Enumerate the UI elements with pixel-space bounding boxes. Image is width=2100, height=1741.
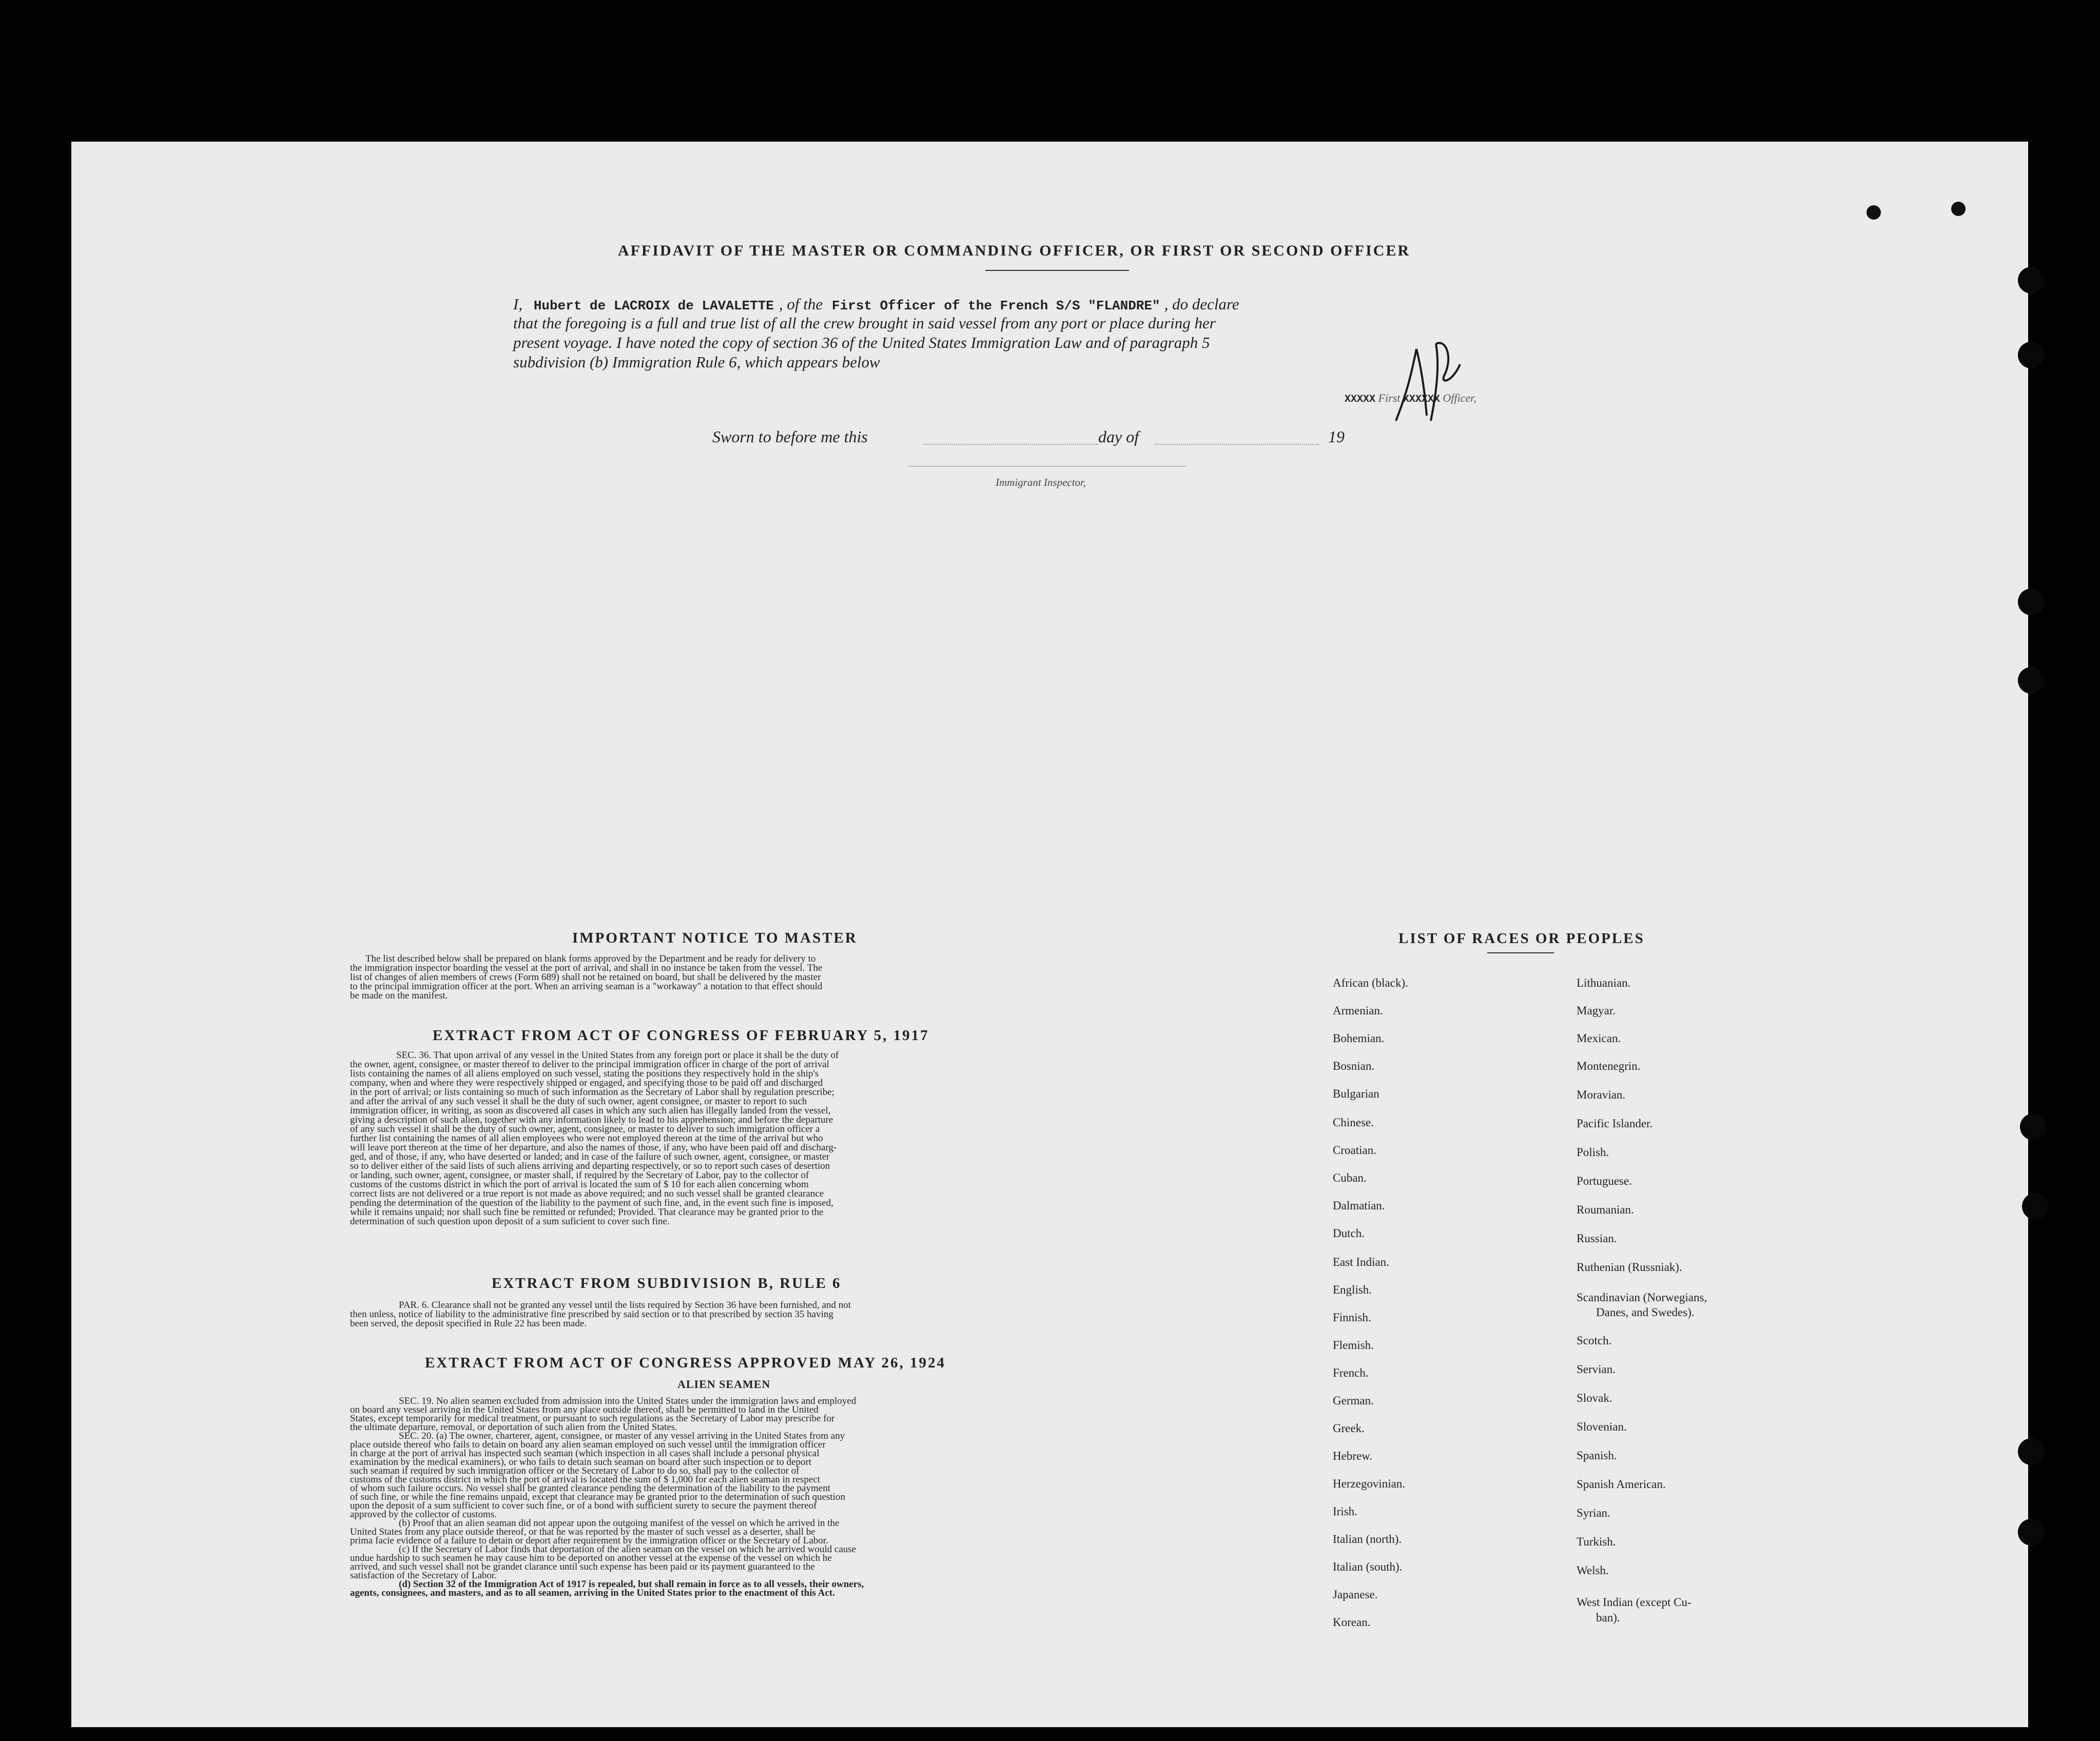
race-item: Flemish. (1333, 1339, 1374, 1352)
month-blank (1155, 444, 1319, 445)
race-item: Cuban. (1333, 1171, 1367, 1184)
race-item: Italian (north). (1333, 1533, 1402, 1546)
race-item: Bulgarian (1333, 1087, 1379, 1100)
officer-name: Hubert de LACROIX de LAVALETTE (533, 298, 774, 314)
affidavit-do-declare: , do declare (1164, 295, 1239, 313)
race-item: Croatian. (1333, 1144, 1376, 1157)
race-item: Herzegovinian. (1333, 1477, 1406, 1490)
race-item: Armenian. (1333, 1004, 1383, 1017)
punch-hole (2018, 1519, 2045, 1546)
punch-hole (1951, 202, 1966, 216)
race-item: Montenegrin. (1577, 1060, 1641, 1072)
race-item: West Indian (except Cu- (1577, 1596, 1691, 1609)
race-item: Slovak. (1577, 1392, 1612, 1404)
race-item: ban). (1596, 1611, 1620, 1624)
race-item: Russian. (1577, 1232, 1617, 1245)
extract-1924-text: SEC. 19. No alien seamen excluded from admission into the United States under the immigration laws and employed on board any vessel arriving in the United States from any place outside thereof, shall be permitted to land in the United States, except temporarily for medical treatment, or pursuant to such regulations as the Secretary of Labor may prescribe for the ultimate departure, removal, or deportation of such alien from the United States. SEC. 20. (a) The owner, charterer, agent, consignee, or master of any vessel arriving in the United States from any place outside thereof who fails to detain on board any alien seaman employed on such vessel until the immigration officer in charge at the port of arrival has inspected such seaman (which inspection in all cases shall include a personal physical examination by the medical examiners), or who fails to detain such seaman on board after such inspection or to deport such seaman if required by such immigration officer or the Secretary of Labor to do so, shall pay to the collector of customs of the customs district in which the port of arrival is located the sum of $ 1,000 for each alien seaman in respect of whom such failure occurs. No vessel shall be granted clearance pending the determination of the liability to the payment of such fine, or while the fine remains unpaid, except that clearance may be granted prior to the determination of such question upon the deposit of a sum sufficient to cover such fine, or of a bond with sufficient surety to secure the payment thereof approved by the collector of customs. (b) Proof that an alien seaman did not appear upon the outgoing manifest of the vessel on which he arrived in the United States from any place outside thereof, or that he was reported by the master of such vessel as a deserter, shall be prima facie evidence of a failure to detain or deport after requirement by the immigration officer or the Secretary of Labor. (c) If the Secretary of Labor finds that deportation of the alien seaman on the vessel on which he arrived would cause undue hardship to such seamen he may cause him to be deported on another vessel at the expense of the vessel on which he arrived, and such vessel shall not be grandet clarance until such expense has been paid or its payment guaranteed to the satisfaction of the Secretary of Labor. (d) Section 32 of the Immigration Act of 1917 is repealed, but shall remain in force as to all vessels, their owners, agents, consignees, and masters, and as to all seamen, arriving in the United States prior to the enactment of this Act. (350, 1396, 864, 1598)
race-item: Welsh. (1577, 1564, 1609, 1577)
race-item: Dutch. (1333, 1227, 1365, 1240)
punch-hole (2022, 1193, 2049, 1220)
punch-hole (1866, 205, 1881, 220)
race-item: Portuguese. (1577, 1175, 1632, 1187)
affidavit-line-4: subdivision (b) Immigration Rule 6, which appears below (513, 353, 880, 371)
race-item: Scotch. (1577, 1334, 1612, 1347)
notice-title: IMPORTANT NOTICE TO MASTER (572, 930, 858, 946)
race-item: Turkish. (1577, 1535, 1616, 1548)
affidavit-title-underline (985, 270, 1129, 271)
race-item: English. (1333, 1283, 1372, 1296)
affidavit-i: I, (513, 295, 523, 313)
affidavit-line-3: present voyage. I have noted the copy of section 36 of the United States Immigration Law and of paragraph 5 (513, 334, 1210, 351)
alien-seamen-subtitle: ALIEN SEAMEN (677, 1378, 771, 1391)
punch-hole (2018, 267, 2045, 294)
race-item: Roumanian. (1577, 1203, 1634, 1216)
subdivision-text: PAR. 6. Clearance shall not be granted any vessel until the lists required by Section 36 have been furnished, and not then unless, notice of liability to the administrative fine prescribed by said section or to that prescribed by section 35 having been served, the deposit specified in Rule 22 has been made. (350, 1300, 851, 1329)
race-item: French. (1333, 1366, 1369, 1379)
races-title: LIST OF RACES OR PEOPLES (1398, 930, 1645, 947)
race-item: Polish. (1577, 1146, 1609, 1159)
race-item: Japanese. (1333, 1588, 1378, 1601)
struck-text: XXXXXX (1403, 394, 1440, 405)
race-item: Danes, and Swedes). (1596, 1306, 1695, 1319)
race-item: Moravian. (1577, 1088, 1626, 1101)
race-item: Korean. (1333, 1616, 1371, 1629)
inspector-label: Immigrant Inspector, (996, 476, 1086, 488)
affidavit-line-2: that the foregoing is a full and true list of all the crew brought in said vessel from any port or place during her (513, 314, 1216, 332)
affidavit-of-the: , of the (779, 295, 823, 313)
extract-1917-text: SEC. 36. That upon arrival of any vessel in the United States from any foreign port or place it shall be the duty of the owner, agent, consignee, or master thereof to deliver to the principal immigration officer in charge of the port of arrival lists containing the names of all aliens employed on such vessel, stating the positions they respectively hold in the ship's company, when and where they were respectively shipped or engaged, and specifying those to be paid off and discharged in the port of arrival; or lists containing so much of such information as the Secretary of Labor shall by regulation prescribe; and after the arrival of any such vessel it shall be the duty of such owner, agent consignee, or master to report to such immigration officer, in writing, as soon as discovered all cases in which any such alien has illegally landed from the vessel, giving a description of such alien, together with any information likely to lead to his apprehension; and before the departure of any such vessel it shall be the duty of such owner, agent, consignee, or master to deliver to such immigration officer a further list containing the names of all alien employees who were not employed thereon at the time of the arrival but who will leave port thereon at the time of her departure, and also the names of those, if any, who have been paid off and discharg- ged, and of those, if any, who have deserted or landed; and in case of the failure of such owner, agent, consignee, or master so to deliver either of the said lists of such aliens arriving and departing respectively, or so to report such cases of desertion or landing, such owner, agent, consignee, or master shall, if required by the Secretary of Labor, pay to the collector of customs of the customs district in which the port of arrival is located the sum of $ 10 for each alien concerning whom correct lists are not delivered or a true report is not made as above required; and no such vessel shall be granted clearance pending the determination of the question of the liability to the payment of such fine, and, in the event such fine is imposed, while it remains unpaid; nor shall such fine be remitted or refunded; Provided. That clearance may be granted prior to the determination of such question upon deposit of a sum suficient to cover such fine. (350, 1050, 839, 1227)
race-item: Greek. (1333, 1422, 1365, 1435)
notice-text: The list described below shall be prepared on blank forms approved by the Department and be ready for delivery to the immigration inspector boarding the vessel at the port of arrival, and shall in no instance be taken from the vessel. The list of changes of alien members of crews (Form 689) shall not be retained on board, but shall be delivered by the master to the principal immigration officer at the port. When an arriving seaman is a "workaway" a notation to that effect should be made on the manifest. (350, 953, 823, 1001)
officer-signature (1375, 328, 1488, 431)
signature-line (1345, 392, 1476, 405)
punch-hole (2018, 1438, 2045, 1465)
affidavit-line-1 (513, 295, 1239, 314)
struck-text: XXXXX (1345, 394, 1376, 405)
race-item: Bohemian. (1333, 1032, 1385, 1045)
race-item: Mexican. (1577, 1032, 1621, 1045)
race-item: Slovenian. (1577, 1420, 1627, 1433)
race-item: Lithuanian. (1577, 976, 1631, 989)
officer-label: Officer, (1443, 392, 1476, 404)
day-blank (924, 444, 1098, 445)
punch-hole (2018, 342, 2045, 368)
race-item: Chinese. (1333, 1116, 1374, 1129)
race-item: Spanish American. (1577, 1478, 1666, 1491)
race-item: Hebrew. (1333, 1450, 1373, 1462)
race-item: Syrian. (1577, 1507, 1610, 1519)
race-item: Magyar. (1577, 1004, 1616, 1017)
race-item: German. (1333, 1394, 1374, 1407)
race-item: East Indian. (1333, 1256, 1389, 1268)
year-label: 19 (1328, 427, 1345, 446)
extract-1924-title: EXTRACT FROM ACT OF CONGRESS APPROVED MAY 26, 1924 (425, 1355, 946, 1371)
races-title-underline (1487, 952, 1554, 953)
race-item: African (black). (1333, 976, 1408, 989)
affidavit-title: AFFIDAVIT OF THE MASTER OR COMMANDING OFFICER, OR FIRST OR SECOND OFFICER (618, 242, 1411, 259)
punch-hole (2018, 667, 2045, 694)
extract-1917-title: EXTRACT FROM ACT OF CONGRESS OF FEBRUARY 5, 1917 (433, 1027, 929, 1044)
sworn-label: Sworn to before me this (712, 427, 868, 446)
race-item: Finnish. (1333, 1311, 1371, 1324)
punch-hole (2020, 1113, 2047, 1140)
race-item: Scandinavian (Norwegians, (1577, 1291, 1707, 1304)
punch-hole (2018, 589, 2045, 615)
race-item: Dalmatian. (1333, 1199, 1385, 1212)
race-item: Pacific Islander. (1577, 1117, 1653, 1130)
officer-position: First Officer of the French S/S "FLANDRE" (831, 298, 1160, 314)
race-item: Spanish. (1577, 1449, 1617, 1462)
race-item: Bosnian. (1333, 1060, 1375, 1072)
first-label: First (1378, 392, 1401, 404)
subdivision-title: EXTRACT FROM SUBDIVISION B, RULE 6 (492, 1275, 842, 1292)
race-item: Servian. (1577, 1363, 1616, 1376)
race-item: Irish. (1333, 1505, 1357, 1518)
day-of-label: day of (1098, 427, 1139, 446)
race-item: Ruthenian (Russniak). (1577, 1261, 1682, 1274)
race-item: Italian (south). (1333, 1560, 1403, 1573)
